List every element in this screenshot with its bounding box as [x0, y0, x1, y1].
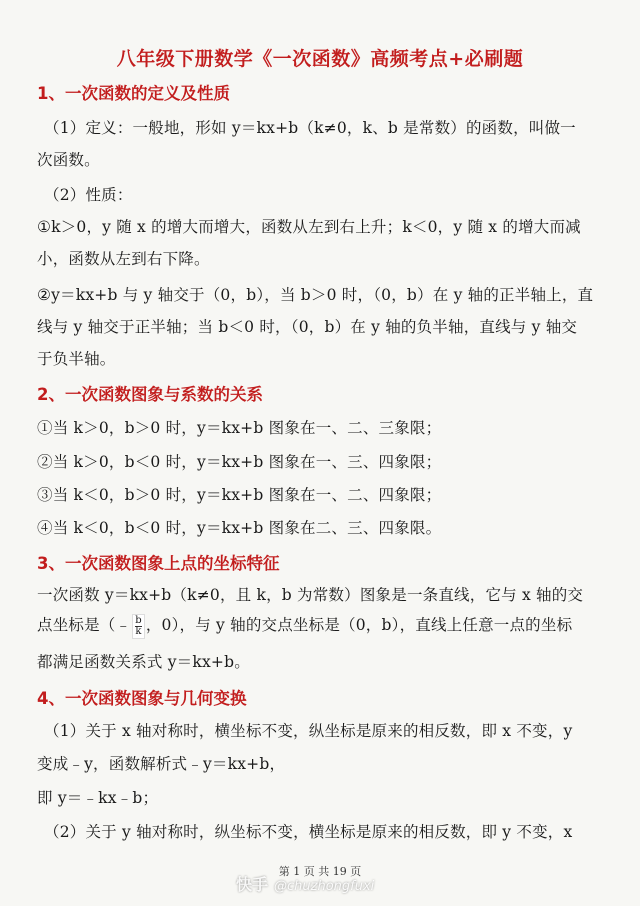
- fraction-denominator: k: [135, 625, 142, 637]
- section-2-line-4: ④当 k＜0，b＜0 时，y＝kx+b 图象在二、三、四象限。: [37, 519, 442, 537]
- section-4-line-4: （2）关于 y 轴对称时，纵坐标不变，横坐标是原来的相反数，即 y 不变，x: [44, 823, 573, 841]
- section-4-line-1: （1）关于 x 轴对称时，横坐标不变，纵坐标是原来的相反数，即 x 不变，y: [44, 722, 573, 740]
- page-title: 八年级下册数学《一次函数》高频考点+必刷题: [116, 48, 524, 70]
- section-1-line-6: ②y＝kx+b 与 y 轴交于（0，b），当 b＞0 时，（0，b）在 y 轴的正半轴上，直: [37, 286, 594, 304]
- section-3-line-2: [37, 613, 607, 639]
- section-3-line-3: 都满足函数关系式 y＝kx+b。: [37, 653, 250, 671]
- section-heading-3: 3、一次函数图象上点的坐标特征: [37, 554, 280, 573]
- section-1-line-4: ①k＞0，y 随 x 的增大而增大，函数从左到右上升；k＜0，y 随 x 的增大而减: [37, 218, 581, 236]
- watermark: [236, 872, 374, 895]
- section-3-line-1: 一次函数 y＝kx+b（k≠0，且 k，b 为常数）图象是一条直线，它与 x 轴的交: [37, 586, 584, 604]
- section-4-line-3: 即 y＝﹣kx﹣b；: [37, 789, 159, 807]
- watermark-brand: 快手: [236, 875, 269, 894]
- section-1-line-3: （2）性质：: [44, 186, 133, 204]
- fraction-b-over-k: [132, 614, 145, 639]
- section-heading-2: 2、一次函数图象与系数的关系: [37, 385, 263, 404]
- watermark-handle: @chuzhongfuxi: [274, 879, 375, 894]
- section-1-line-2: 次函数。: [37, 151, 100, 169]
- section-1-line-1: （1）定义：一般地，形如 y＝kx+b（k≠0，k、b 是常数）的函数，叫做一: [44, 119, 576, 137]
- section-heading-4: 4、一次函数图象与几何变换: [37, 689, 247, 708]
- section-1-line-5: 小，函数从左到右下降。: [37, 250, 210, 268]
- section-heading-1: 1、一次函数的定义及性质: [37, 84, 230, 103]
- page-footer: 第 1 页 共 19 页: [278, 865, 362, 878]
- section-2-line-1: ①当 k＞0，b＞0 时，y＝kx+b 图象在一、二、三象限；: [37, 419, 442, 437]
- section-3-line-2-start: 点坐标是（﹣: [37, 616, 132, 634]
- section-4-line-2: 变成﹣y，函数解析式﹣y＝kx+b，: [37, 755, 286, 773]
- section-3-line-2-end: ，0），与 y 轴的交点坐标是（0，b），直线上任意一点的坐标: [145, 616, 573, 634]
- section-1-line-8: 于负半轴。: [37, 350, 116, 368]
- fraction-numerator: b: [135, 614, 142, 626]
- section-1-line-7: 线与 y 轴交于正半轴；当 b＜0 时，（0，b）在 y 轴的负半轴，直线与 y 轴交: [37, 318, 578, 336]
- section-2-line-3: ③当 k＜0，b＞0 时，y＝kx+b 图象在一、二、四象限；: [37, 486, 442, 504]
- section-2-line-2: ②当 k＞0，b＜0 时，y＝kx+b 图象在一、三、四象限；: [37, 453, 442, 471]
